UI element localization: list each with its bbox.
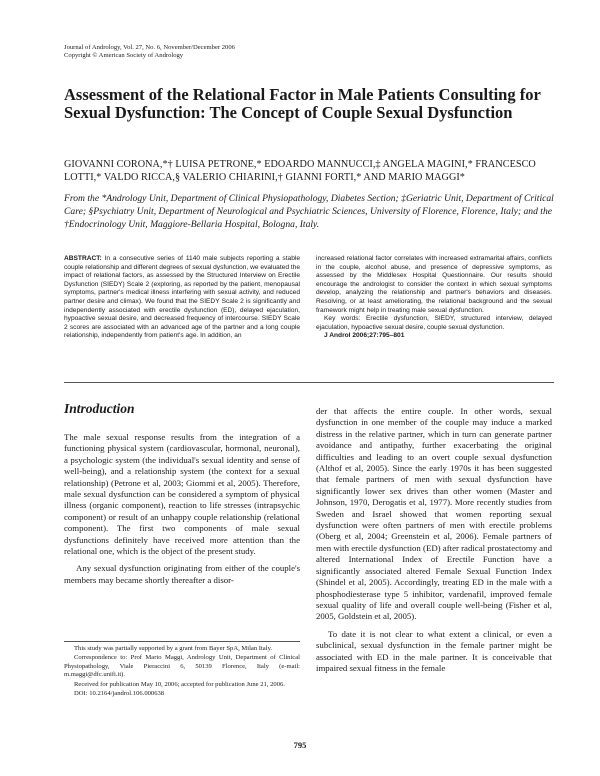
journal-citation-line: Journal of Andrology, Vol. 27, No. 6, November/December 2006 [64, 44, 235, 51]
abstract-label: ABSTRACT: [64, 255, 102, 262]
footnote-divider [64, 641, 300, 642]
body-left-column [64, 432, 300, 586]
footnote-funding: This study was partially supported by a grant from Bayer SpA, Milan Italy. [74, 645, 273, 652]
keywords [316, 315, 552, 332]
page-number: 795 [293, 740, 307, 750]
copyright-line: Copyright © American Society of Andrology [64, 52, 184, 60]
abstract-left-column [64, 255, 300, 341]
footnote-correspondence: Correspondence to: Prof Mario Maggi, Andrology Unit, Department of Clinical Physiopathology, Viale Pieraccini 6, 50139 Florence, Italy (e-mail: m.maggi@dfc.unifi.it). [64, 654, 300, 679]
footnote-received: Received for publication May 10, 2006; accepted for publication June 21, 2006. [74, 680, 285, 688]
body-right-column [316, 406, 552, 674]
section-heading-introduction: Introduction [64, 401, 135, 416]
abstract-right-column [316, 255, 552, 341]
body-paragraph: Any sexual dysfunction originating from either of the couple's members may became shortly thereafter a disor- [64, 563, 300, 585]
author-list: GIOVANNI CORONA,*† LUISA PETRONE,* EDOARDO MANNUCCI,‡ ANGELA MAGINI,* FRANCESCO LOTTI,* VALDO RICCA,§ VALERIO CHIARINI,† GIANNI FORTI,* AND MARIO MAGGI* [64, 159, 536, 183]
footnotes [64, 645, 300, 698]
abstract-divider [64, 382, 554, 383]
journal-citation: J Androl 2006;27:795–801 [324, 332, 405, 340]
keywords-label: Key words: [324, 315, 361, 323]
abstract-text-left: In a consecutive series of 1140 male subjects reporting a stable couple relationship and different degrees of sexual dysfunction, we evaluated the impact of relational factors, as assessed by the Structured Interview on Erectile Dysfunction (SIEDY) Scale 2 (exploring, as reported by the patient, menopausal symptoms, partner's medical illness interfering with sexual activity, and reduced partner desire and climax). We found that the SIEDY Scale 2 is significantly and independently associated with erectile dysfunction (ED), delayed ejaculation, hypoactive sexual desire, and decreased frequency of intercourse. SIEDY Scale 2 scores are associated with an advanced age of the partner and a long couple relationship, independently from patient's age. In addition, an [64, 255, 300, 340]
body-paragraph: To date it is not clear to what extent a clinical, or even a subclinical, sexual dysfunction in the female partner might be associated with ED in the male partner. It is conceivable that impaired sexual fitness in the female [316, 628, 552, 673]
body-paragraph: der that affects the entire couple. In other words, sexual dysfunction in one member of the couple may induce a marked distress in the relative partner, which in turn can generate partner avoidance and antipathy, further exacerbating the original difficulties and leading to an overt couple sexual dysfunction (Althof et al, 2005). Since the early 1970s it has been suggested that female partners of men with sexual dysfunction have significantly lower sex drives than other women (Master and Johnson, 1970, Derogatis et al, 1977). More recently studies from Sweden and Israel showed that women reporting sexual dysfunction were often partners of men with erectile problems (Oberg et al, 2004; Greenstein et al, 2006). Female partners of men with erectile dysfunction (ED) after radical prostatectomy and altered International Index of Erectile Function have a significantly associated altered Female Sexual Function Index (Shindel et al, 2005). Accordingly, treating ED in the male with a phosphodiesterase type 5 inhibitor, vardenafil, improved female sexual quality of life and overall couple well-being (Fisher et al, 2005, Goldstein et al, 2005). [316, 406, 552, 622]
article-title: Assessment of the Relational Factor in Male Patients Consulting for Sexual Dysfunction: The Concept of Couple Sexual Dysfunction [64, 85, 541, 122]
journal-header [64, 44, 235, 60]
keywords-text: Erectile dysfunction, SIEDY, structured interview, delayed ejaculation, hypoactive sexual desire, couple sexual dysfunction. [316, 315, 552, 331]
abstract-text-right: increased relational factor correlates with increased extramarital affairs, conflicts in the couple, alcohol abuse, and presence of depressive symptoms, as assessed by the Middlesex Hospital Questionnaire. Our results should encourage the andrologist to consider the context in which sexual symptoms develop, analyzing the relationship and partner's behaviors and diseases. Resolving, or at least ameliorating, the relational background and the sexual framework might help in treating male sexual dysfunction. [316, 255, 552, 314]
footnote-doi: DOI: 10.2164/jandrol.106.000638 [74, 690, 165, 698]
author-affiliations: From the *Andrology Unit, Department of Clinical Physiopathology, Diabetes Section; ‡Geriatric Unit, Department of Critical Care; §Psychiatry Unit, Department of Neurological and Psychiatric Sciences, University of Florence, Florence, Italy; and the †Endocrinology Unit, Maggiore-Bellaria Hospital, Bologna, Italy. [64, 193, 554, 230]
body-paragraph: The male sexual response results from the integration of a functioning physical system (cardiovascular, hormonal, neuronal), a psychologic system (the individual's sexual identity and sense of well-being), and a relationship system (the context for a sexual relationship) (Petrone et al, 2003; Giommi et al, 2005). Therefore, male sexual dysfunction can be considered a symptom of physical illness (organic component), reaction to life stresses (intrapsychic component) or result of an unhappy couple relationship (relational component). The first two components of male sexual dysfunctions definitely have received more attention than the relational one, which is the object of the present study. [64, 432, 300, 557]
